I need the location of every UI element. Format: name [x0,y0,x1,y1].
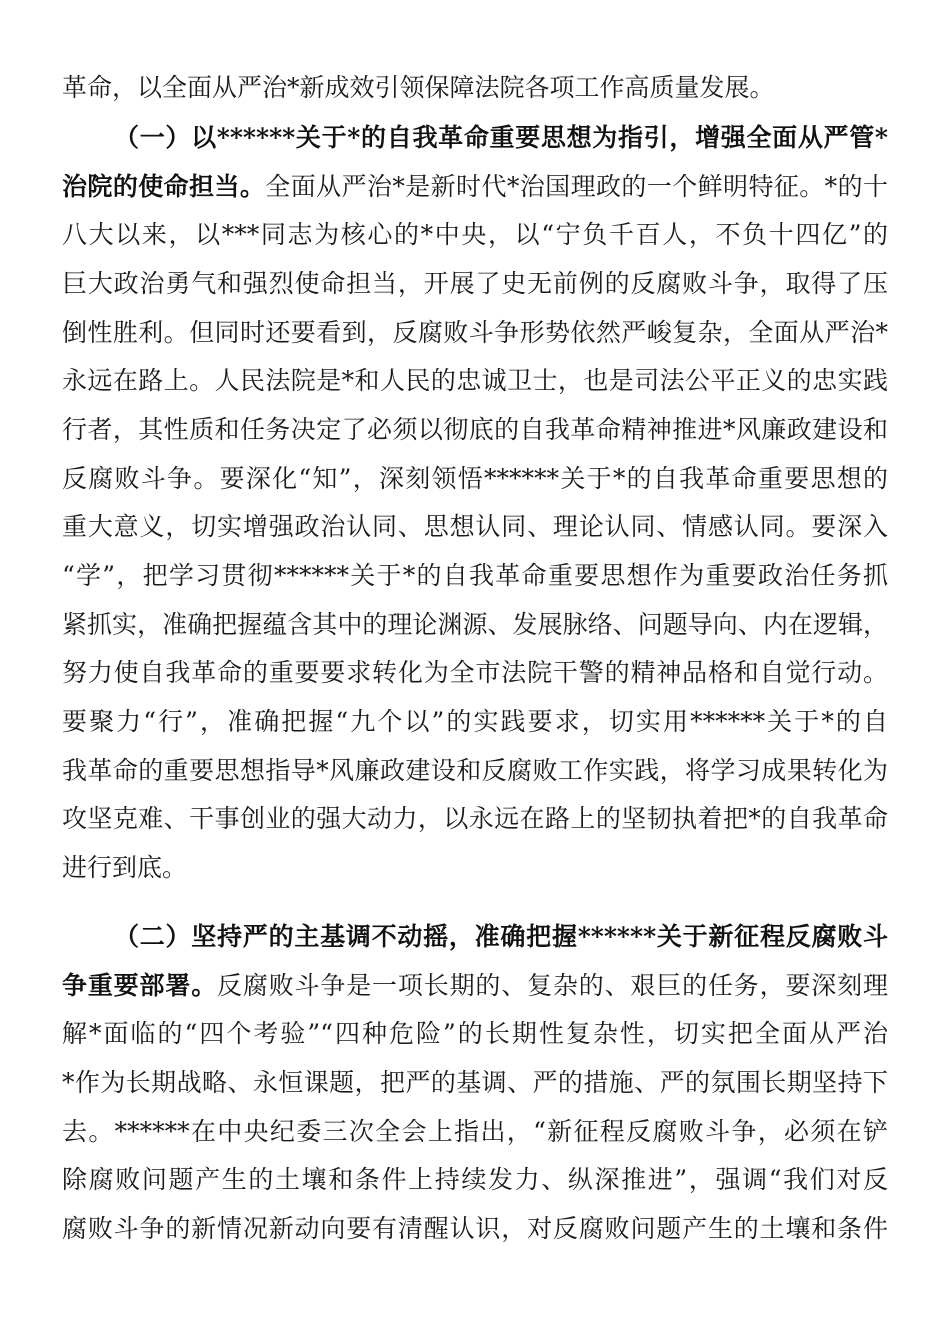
line-text: 去。******在中央纪委三次全会上指出，“新征程反腐败斗争，必须在铲 [62,1117,888,1146]
line-text: 攻坚克难、干事创业的强大动力，以永远在路上的坚韧执着把*的自我革命 [62,804,888,833]
paragraph-line [62,702,888,742]
paragraph-line [62,1209,888,1249]
section-heading-one-end: 治院的使命担当。 [62,172,266,201]
paragraph-line [62,799,888,839]
line-text: 重大意义，切实增强政治认同、思想认同、理论认同、情感认同。要深入 [62,512,888,541]
line-text: 八大以来，以***同志为核心的*中央，以“宁负千百人，不负十四亿”的 [62,220,888,249]
paragraph-line [62,459,888,499]
line-text: *作为长期战略、永恒课题，把严的基调、严的措施、严的氛围长期坚持下 [62,1068,888,1097]
line-text: 除腐败问题产生的土壤和条件上持续发力、纵深推进”，强调“我们对反 [62,1165,888,1194]
line-text: 行者，其性质和任务决定了必须以彻底的自我革命精神推进*风廉政建设和 [62,415,888,444]
line-text: 要聚力“行”，准确把握“九个以”的实践要求，切实用******关于*的自 [62,707,888,736]
section-heading-two-end: 争重要部署。 [62,971,218,1000]
line-text: 解*面临的“四个考验”“四种危险”的长期性复杂性，切实把全面从严治 [62,1019,888,1048]
section-heading-line [114,917,888,957]
paragraph-line [62,361,888,401]
paragraph-line [62,848,888,888]
section-heading-two: （二）坚持严的主基调不动摇，准确把握******关于新征程反腐败斗 [114,922,888,951]
paragraph-line [62,215,888,255]
line-text: 反腐败斗争是一项长期的、复杂的、艰巨的任务，要深刻理 [217,971,888,1000]
line-text: 倒性胜利。但同时还要看到，反腐败斗争形势依然严峻复杂，全面从严治* [62,318,888,347]
line-text: 腐败斗争的新情况新动向要有清醒认识，对反腐败问题产生的土壤和条件 [62,1214,888,1243]
section-heading-one: （一）以******关于*的自我革命重要思想为指引，增强全面从严管* [114,123,888,152]
section-heading-line [114,118,888,158]
paragraph-line [62,1160,888,1200]
paragraph-line [62,1063,888,1103]
line-text: 进行到底。 [62,853,188,882]
paragraph-line [62,605,888,645]
line-text: 巨大政治勇气和强烈使命担当，开展了史无前例的反腐败斗争，取得了压 [62,269,888,298]
paragraph-line [62,410,888,450]
paragraph-line [62,1014,888,1054]
paragraph-line [62,507,888,547]
paragraph-line [62,966,888,1006]
paragraph-line [62,313,888,353]
paragraph-line [62,751,888,791]
paragraph-line [62,167,888,207]
line-text: 我革命的重要思想指导*风廉政建设和反腐败工作实践，将学习成果转化为 [62,756,888,785]
paragraph-line [62,264,888,304]
line-text: 紧抓实，准确把握蕴含其中的理论渊源、发展脉络、问题导向、内在逻辑， [62,610,888,639]
line-text: 努力使自我革命的重要要求转化为全市法院干警的精神品格和自觉行动。 [62,658,888,687]
paragraph-line [62,68,888,108]
line-text: 全面从严治*是新时代*治国理政的一个鲜明特征。*的十 [265,172,888,201]
paragraph-line [62,1112,888,1152]
paragraph-line [62,556,888,596]
line-text: 反腐败斗争。要深化“知”，深刻领悟******关于*的自我革命重要思想的 [62,464,888,493]
line-text: “学”，把学习贯彻******关于*的自我革命重要思想作为重要政治任务抓 [62,561,888,590]
line-text: 革命，以全面从严治*新成效引领保障法院各项工作高质量发展。 [62,73,775,102]
line-text: 永远在路上。人民法院是*和人民的忠诚卫士，也是司法公平正义的忠实践 [62,366,888,395]
paragraph-line [62,653,888,693]
